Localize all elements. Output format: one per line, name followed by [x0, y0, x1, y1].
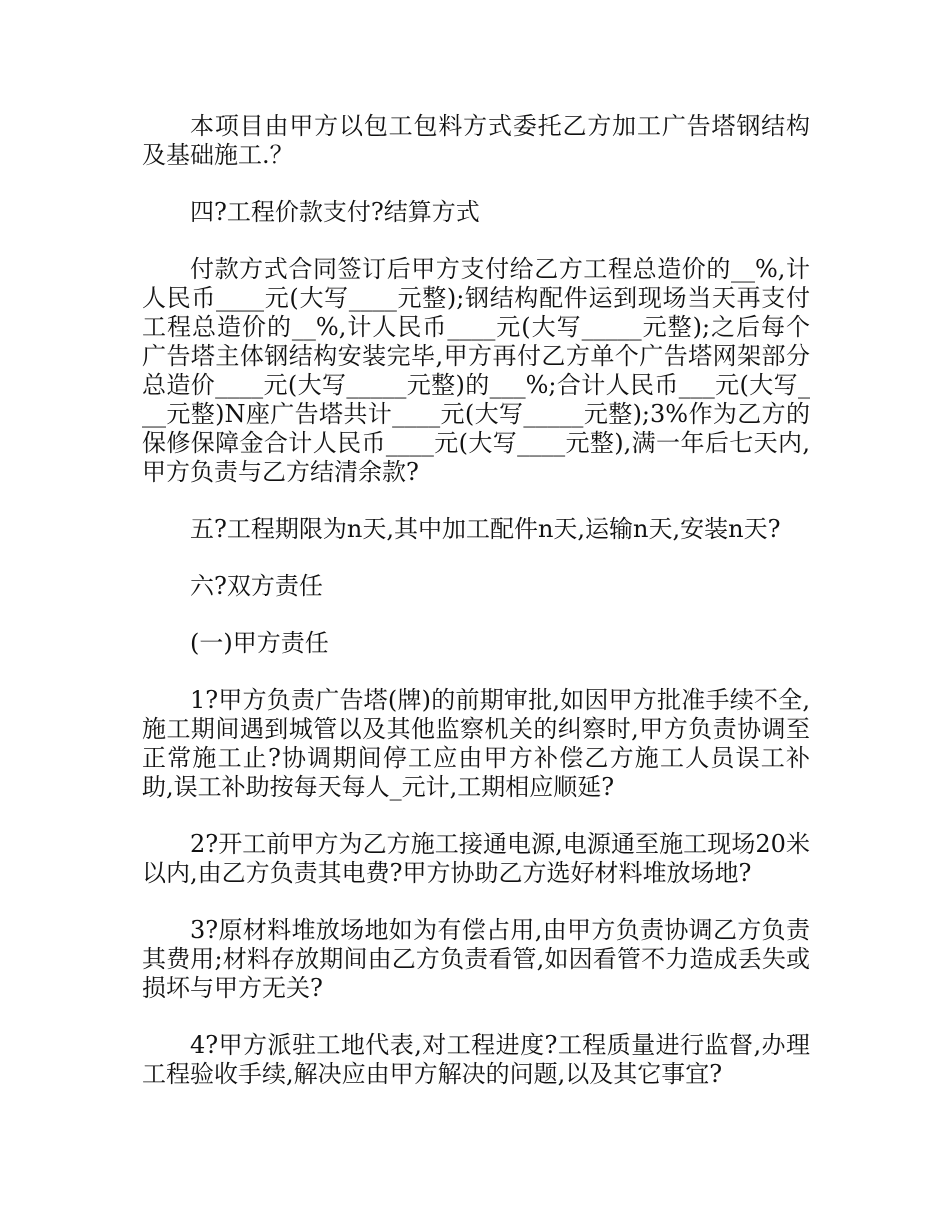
- document-body: [142, 112, 810, 1117]
- section-heading-payment: 四?工程价款支付?结算方式: [190, 198, 480, 226]
- list-item-party-a-4: 4?甲方派驻工地代表,对工程进度?工程质量进行监督,办理工程验收手续,解决应由甲方解决的问题,以及其它事宜?: [142, 1031, 810, 1088]
- paragraph-payment-terms: 付款方式合同签订后甲方支付给乙方工程总造价的__%,计人民币____元(大写____元整);钢结构配件运到现场当天再支付工程总造价的__%,计人民币____元(大写_____元整);之后每个广告塔主体钢结构安装完毕,甲方再付乙方单个广告塔网架部分总造价____元(大写_____元整)的___%;合计人民币___元(大写___元整)N座广告塔共计____元(大写_____元整);3%作为乙方的保修保障金合计人民币____元(大写____元整),满一年后七天内,甲方负责与乙方结清余款?: [142, 255, 810, 486]
- list-item-party-a-2: 2?开工前甲方为乙方施工接通电源,电源通至施工现场20米以内,由乙方负责其电费?甲方协助乙方选好材料堆放场地?: [142, 830, 810, 887]
- paragraph-scope: 本项目由甲方以包工包料方式委托乙方加工广告塔钢结构及基础施工.？: [142, 112, 810, 169]
- paragraph-schedule: 五?工程期限为n天,其中加工配件n天,运输n天,安装n天?: [190, 515, 781, 543]
- list-item-party-a-1: 1?甲方负责广告塔(牌)的前期审批,如因甲方批准手续不全,施工期间遇到城管以及其他监察机关的纠察时,甲方负责协调至正常施工止?协调期间停工应由甲方补偿乙方施工人员误工补助,误工补助按每天每人_元计,工期相应顺延?: [142, 686, 810, 801]
- list-item-party-a-3: 3?原材料堆放场地如为有偿占用,由甲方负责协调乙方负责其费用;材料存放期间由乙方负责看管,如因看管不力造成丢失或损坏与甲方无关?: [142, 916, 810, 1002]
- subsection-heading-party-a: (一)甲方责任: [190, 629, 329, 657]
- section-heading-responsibilities: 六?双方责任: [190, 572, 323, 600]
